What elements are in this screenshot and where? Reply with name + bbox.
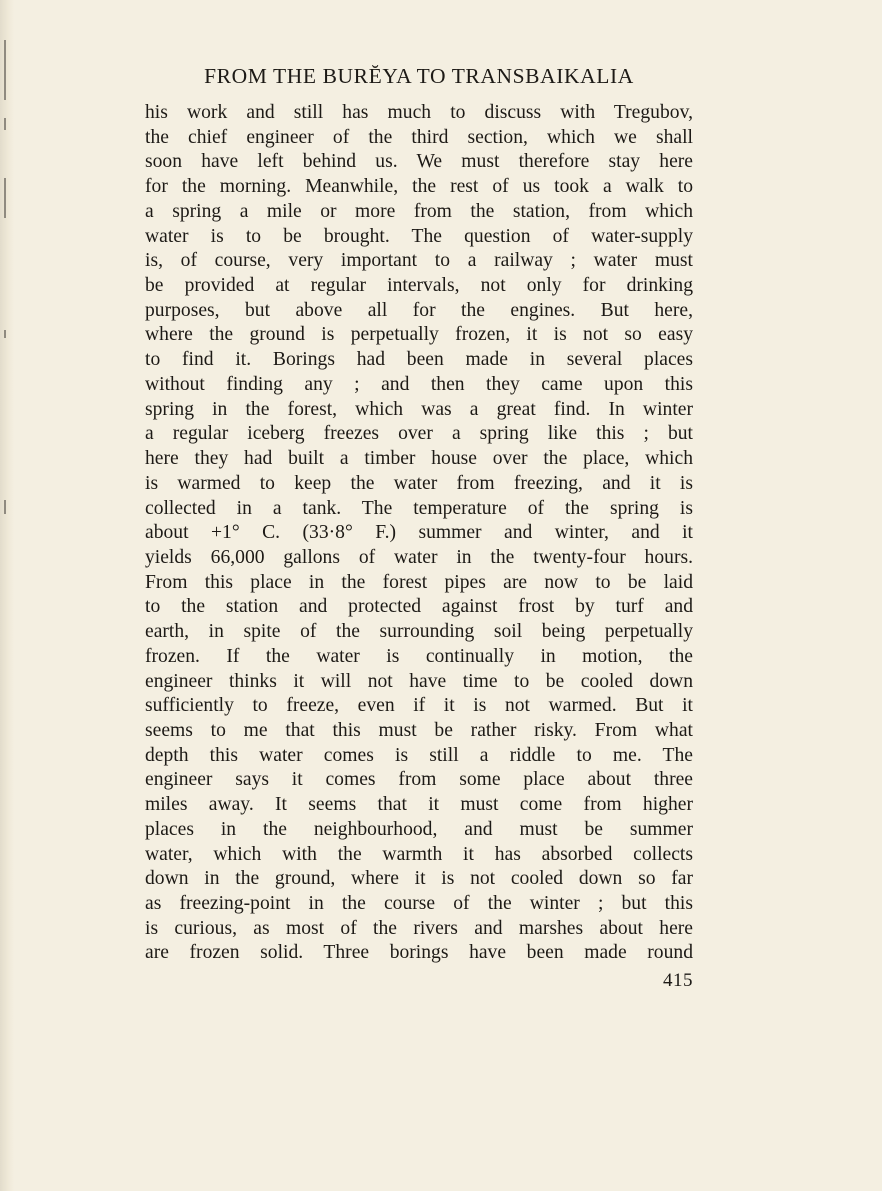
- running-head: FROM THE BURĔYA TO TRANSBAIKALIA: [204, 64, 634, 88]
- binding-mark: [4, 40, 6, 100]
- text-line: seems to me that this must be rather risky. From what: [145, 719, 693, 741]
- text-line: be provided at regular intervals, not only for drinking: [145, 275, 693, 297]
- text-line: a regular iceberg freezes over a spring like this ; but: [145, 423, 693, 445]
- page-number: 415: [663, 970, 693, 991]
- text-line: to find it. Borings had been made in several places: [145, 349, 693, 371]
- binding-mark: [4, 178, 6, 218]
- body-text: [145, 101, 693, 966]
- text-line: the chief engineer of the third section, which we shall: [145, 126, 693, 148]
- text-line: is curious, as most of the rivers and marshes about here: [145, 917, 693, 939]
- text-line: as freezing-point in the course of the winter ; but this: [145, 893, 693, 914]
- text-line: water is to be brought. The question of water-supply: [145, 225, 693, 247]
- text-line: his work and still has much to discuss with Tregubov,: [145, 102, 693, 123]
- text-line: without finding any ; and then they came upon this: [145, 373, 693, 395]
- text-line: about +1° C. (33·8° F.) summer and winter, and it: [145, 522, 693, 544]
- binding-mark: [4, 330, 6, 338]
- text-line: engineer thinks it will not have time to be cooled down: [145, 670, 693, 692]
- text-line: are frozen solid. Three borings have been made round: [145, 942, 693, 964]
- binding-mark: [4, 500, 6, 514]
- text-line: down in the ground, where it is not cooled down so far: [145, 868, 693, 890]
- text-line: soon have left behind us. We must therefore stay here: [145, 151, 693, 173]
- text-line: is warmed to keep the water from freezing, and it is: [145, 472, 693, 494]
- binding-edge: [0, 0, 14, 1191]
- text-line: From this place in the forest pipes are now to be laid: [145, 571, 693, 593]
- text-line: engineer says it comes from some place about three: [145, 769, 693, 791]
- text-line: a spring a mile or more from the station, from which: [145, 200, 693, 222]
- text-line: spring in the forest, which was a great find. In winter: [145, 398, 693, 420]
- text-line: collected in a tank. The temperature of the spring is: [145, 497, 693, 519]
- text-line: yields 66,000 gallons of water in the twenty-four hours.: [145, 546, 693, 568]
- text-line: to the station and protected against frost by turf and: [145, 596, 693, 618]
- text-line: where the ground is perpetually frozen, it is not so easy: [145, 324, 693, 346]
- text-line: here they had built a timber house over the place, which: [145, 448, 693, 470]
- text-line: miles away. It seems that it must come from higher: [145, 794, 693, 816]
- text-line: sufficiently to freeze, even if it is not warmed. But it: [145, 695, 693, 717]
- text-line: purposes, but above all for the engines. But here,: [145, 299, 693, 321]
- text-line: places in the neighbourhood, and must be summer: [145, 818, 693, 840]
- binding-mark: [4, 118, 6, 130]
- text-line: water, which with the warmth it has absorbed collects: [145, 843, 693, 865]
- text-line: earth, in spite of the surrounding soil being perpetually: [145, 621, 693, 643]
- text-line: is, of course, very important to a railway ; water must: [145, 250, 693, 272]
- text-line: for the morning. Meanwhile, the rest of us took a walk to: [145, 176, 693, 198]
- text-line: depth this water comes is still a riddle to me. The: [145, 744, 693, 766]
- text-line: frozen. If the water is continually in motion, the: [145, 645, 693, 667]
